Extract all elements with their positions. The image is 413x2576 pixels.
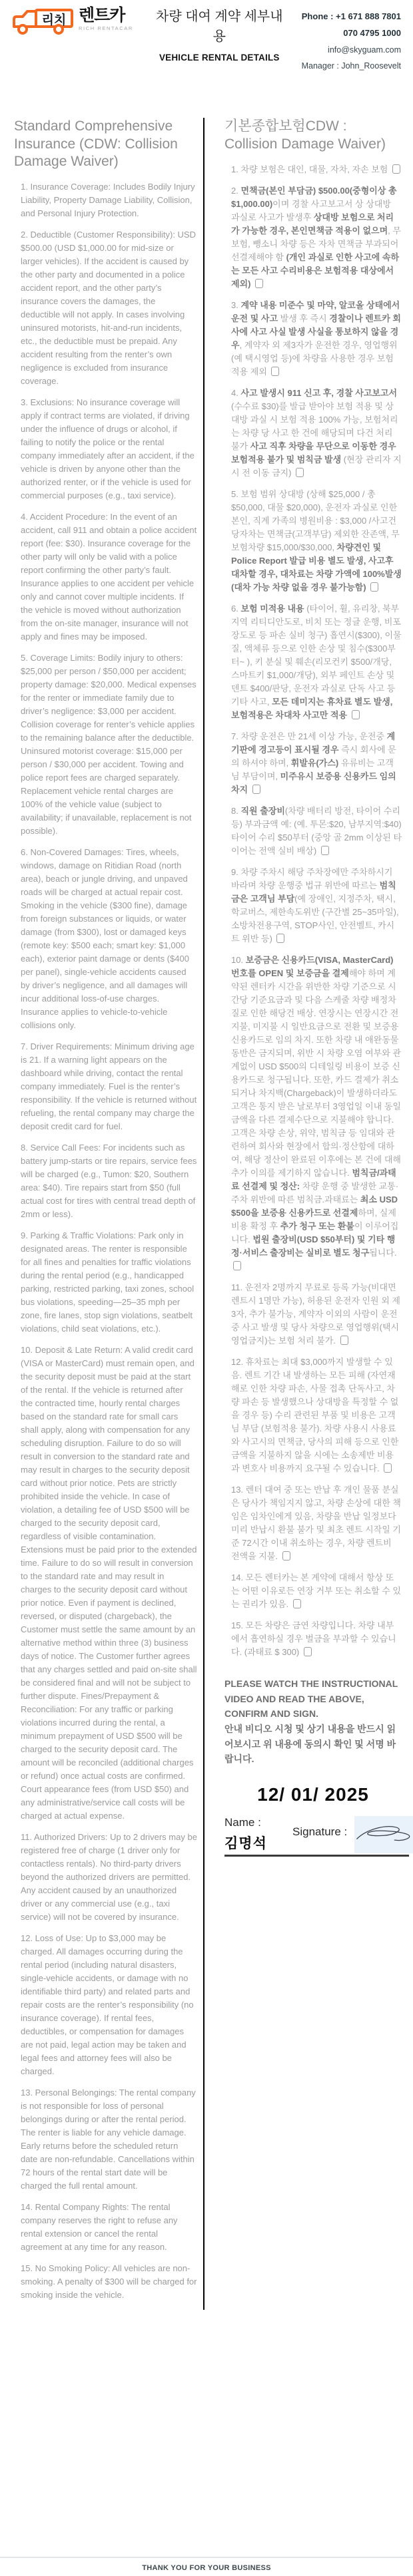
terms-column-korean [205, 118, 413, 2310]
signature-label: Signature : [292, 1825, 348, 1838]
term-item-en: 6. Non-Covered Damages: Tires, wheels, windows, damage on Ritidian Road (north area), beach or jungle driving, and unpaved roads will be charged at actual repair cost. Smoking in the vehicle ($300 fine), damage from foreign substances or liquids, or water damage (from $300), lost or damaged keys (remote key: $500 each; smart key: $1,000 each), exterior paint damage or dents ($400 per panel), single-vehicle accidents caused by driver’s negligence, and all damages will incur additional loss-of-use charges. Insurance applies to vehicle-to-vehicle collisions only. [21, 847, 189, 1031]
term-item-kr: 9. 차량 주차시 해당 주차장에만 주차하시기 바라며 차량 운행중 법규 위반에 따르는 범칙금은 고객님 부담(예 장애인, 지정주차, 택시, 학교버스, 제한속도위반 (구간별 25~35마일), 소방차전용구역, STOP사인, 안전벨트, 카시트 위반 등) [231, 866, 399, 944]
term-item-kr: 11. 운전자 2명까지 무료로 등록 가능(비대면 렌트시 1명만 가능), 허용된 운전자 인원 외 제3자, 추가 불가능, 계약자 이외의 사람이 운전중 사고 발생 및 당사 차량으로 영업행위(택시영업금지)는 보험 처리 불가. [231, 1282, 400, 1346]
confirm-notice-english: PLEASE WATCH THE INSTRUCTIONAL VIDEO AND READ THE ABOVE, CONFIRM AND SIGN. [224, 1678, 398, 1720]
terms-list-korean [224, 163, 402, 1659]
term-item-en: 4. Accident Procedure: In the event of an accident, call 911 and obtain a police accident report (fee: $30). Insurance coverage for the other party will only be valid with a police report confirming the other party’s fault. Insurance applies to one accident per vehicle only and cannot cover multiple incidents. If the vehicle is moved without authorization from the on-site manager, insurance will not apply and fines may be imposed. [21, 512, 197, 642]
confirm-notice-korean: 안내 비디오 시청 및 상기 내용을 반드시 읽어보시고 위 내용에 동의시 확인 및 서명 바랍니다. [224, 1723, 396, 1765]
footer-thanks-text: THANK YOU FOR YOUR BUSINESS [142, 2564, 271, 2572]
confirm-checkbox[interactable] [304, 1647, 312, 1656]
page-footer [0, 2557, 413, 2576]
confirm-checkbox[interactable] [340, 1336, 348, 1345]
confirm-checkbox[interactable] [392, 164, 400, 174]
term-item-kr: 15. 모든 차량은 금연 차량입니다. 차량 내부에서 흡연하실 경우 벌금을 부과할 수 있습니다. (과태료 $ 300) [231, 1620, 396, 1657]
title-block [155, 7, 284, 63]
confirm-checkbox[interactable] [255, 279, 263, 288]
term-item-en: 11. Authorized Drivers: Up to 2 drivers may be registered free of charge (1 driver only for contactless rentals). No third-party drivers beyond the authorized drivers are permitted. Any accident caused by an unauthorized driver or any commercial use (e.g., taxi service) will not be covered by insurance. [21, 1832, 197, 1923]
confirm-checkbox[interactable] [384, 1463, 392, 1473]
term-item-en: 5. Coverage Limits: Bodily injury to others: $25,000 per person / $50,000 per accident; property damage: $20,000. Medical expenses for the renter or immediate family due to driver’s negligence: $3,000 per accident. Collision coverage for renter’s vehicle applies to the remaining balance after the deductible. Uninsured motorist coverage: $15,000 per person / $30,000 per accident. Towing and police report fees are charged separately. Replacement vehicle rental charges are 100% of the vehicle value (subject to availability; if unavailable, replacement is not possible). [21, 653, 197, 836]
term-item-en: 2. Deductible (Customer Responsibility): USD $500.00 (USD $1,000.00 for mid-size or larger vehicles). If the accident is caused by the other party and documented in a police accident report, and the other party’s insurance covers the damages, the deductible will not apply. In cases involving uninsured motorists, hit-and-run incidents, etc., the deductible must be prepaid. Any accident resulting from the renter’s own negligence is excluded from insurance coverage. [21, 230, 196, 387]
term-item-en: 15. No Smoking Policy: All vehicles are non-smoking. A penalty of $300 will be charged for smoking inside the vehicle. [21, 2263, 197, 2300]
confirm-checkbox[interactable] [321, 846, 329, 855]
confirm-checkbox[interactable] [233, 1261, 241, 1270]
confirm-checkbox[interactable] [370, 582, 378, 592]
confirm-checkbox[interactable] [352, 710, 360, 719]
confirm-notice [224, 1676, 402, 1767]
term-item-kr: 7. 차량 운전은 만 21세 이상 가능, 운전중 계기판에 경고등이 표시될 경우 즉시 회사에 문의 하셔야 하며, 휘발유(가스) 유류비는 고객님 부담이며, 미주유시 보증용 신용카드 임의 차지 [231, 731, 396, 795]
signature-scribble-icon [354, 1816, 413, 1853]
section-heading-english: Standard Comprehensive Insurance (CDW: Collision Damage Waiver) [14, 118, 178, 169]
term-item-en: 9. Parking & Traffic Violations: Park only in designated areas. The renter is responsible for all fines and penalties for traffic violations during the rental period (e.g., handicapped parking, restricted parking, taxi zones, school bus violations, speeding—25–35 mph per zone, fire lanes, stop sign violations, seatbelt violations, child seat violations, etc.). [21, 1230, 195, 1334]
term-item-kr: 13. 렌터 대여 중 또는 반납 후 개인 물품 분실은 당사가 책임지지 않고, 차량 손상에 대한 책임은 임차인에게 있음, 차량을 반납 일정보다 미리 반납시 환불 불가 및 최초 렌트 시작일 기준 72시간 이내 취소하는 경우, 차량 렌트비 전액을 지불. [231, 1484, 401, 1561]
contract-date: 12/ 01/ 2025 [257, 1783, 369, 1805]
term-item-en: 12. Loss of Use: Up to $3,000 may be charged. All damages occurring during the rental period (including natural disasters, single-vehicle accidents, or damage with no identifiable third party) and related parts and repair costs are the renter’s responsibility (no insurance coverage). If rental fees, deductibles, or compensation for damages are not paid, legal action may be taken and legal fees and attorney fees will also be charged. [21, 1933, 194, 2077]
term-item-kr: 3. 계약 내용 미준수 및 마약, 알코올 상태에서 운전 및 사고 발생 후 즉시 경찰이나 렌트카 회사에 사고 사실 발생 사실을 통보하지 않을 경우, 계약자 외 제3자가 운전한 경우, 영업행위(예 택시영업 등)에 차량을 사용한 경우 보험 적용 제외 [231, 299, 401, 377]
logo-subtitle: RICH RENTACAR [79, 25, 133, 32]
contact-phone-1: Phone : +1 671 888 7801 [301, 11, 401, 21]
term-item-kr: 1. 차량 보험은 대인, 대물, 자차, 자손 보험 [224, 163, 402, 176]
terms-columns [0, 118, 413, 2310]
signature-row [224, 1816, 413, 1855]
term-item-kr: 6. 보험 미적용 내용 (타이어, 휠, 유리창, 북부지역 리티디안도로, 비치 또는 정글 운행, 비포장도로 등 파손 실비 청구) 흡연시($300), 이물질, 액체류 등으로 인한 손상 및 침수($300부터~ ), 키 분실 및 훼손(리모컨키 $500/개당, 스마트키 $1,000/개당), 외부 페인트 손상 및 덴트 $400/판당, 운전자 과실로 단독 사고 등 기타 사고, 모든 데미지는 휴차료 별도 발생, 보험적용은 차대차 사고만 적용 [231, 603, 402, 720]
term-item-en: 3. Exclusions: No insurance coverage will apply if contract terms are violated, if driving under the influence of drugs or alcohol, if failing to notify the police or the rental company immediately after an accident, if the vehicle is driven by anyone other than the authorized renter, or if the vehicle is used for commercial purposes (e.g., taxi service). [21, 397, 195, 501]
name-value: 김명석 [224, 1835, 267, 1851]
contact-email: info@skyguam.com [328, 45, 401, 55]
term-item-kr: 2. 면책금(본인 부담금) $500.00(중형이상 총 $1,000.00)이며 경찰 사고보고서 상 상대방 과실로 사고가 발생후 상대방 보험으로 처리가 가능한 경우, 본인면책금 적용이 없으며, 무보험, 뺑소니 차량 등은 자차 면책금 부과되어 선결제해야 함 (개인 과실로 인한 사고에 속하는 모든 사고 수리비용은 보험적용 대상에서 제외) [231, 185, 401, 289]
logo-badge-text: 리치 [41, 13, 67, 27]
term-item-en: 7. Driver Requirements: Minimum driving age is 21. If a warning light appears on the dashboard while driving, contact the rental company immediately. Fuel is the renter’s responsibility. If the vehicle is returned without refueling, the rental company may charge the deposit credit card for fuel. [21, 1041, 197, 1132]
page-header [0, 0, 413, 74]
contact-phone-2: 070 4795 1000 [343, 28, 401, 39]
contact-info [302, 8, 401, 74]
term-item-en: 14. Rental Company Rights: The rental company reserves the right to refuse any rental extension or cancel the rental agreement at any time for any reason. [21, 2202, 178, 2253]
confirm-checkbox[interactable] [293, 1599, 301, 1608]
terms-list-english [14, 180, 197, 2302]
company-logo [11, 7, 137, 36]
term-item-kr: 5. 보험 범위 상대방 (상해 $25,000 / 총 $50,000, 대물 $20,000), 운전자 과실로 인한 본인, 직계 가족의 병원비용 : $3,000 /사고건당자차는 면책금(고객부담) 제외한 잔존액, 무보험차량 $15,000/$30,000, 차량견인 및 Police Report 발급 비용 별도 발생, 사고후 대차할 경우, 대차료는 차량 가액에 100%발생(대차 가능 차량 없을 경우 불가능함) [231, 488, 402, 592]
logo-text [79, 7, 133, 31]
confirm-checkbox[interactable] [252, 785, 260, 794]
signature-underline [224, 1855, 409, 1857]
page-title-english: VEHICLE RENTAL DETAILS [159, 53, 280, 63]
name-label: Name : [224, 1815, 261, 1829]
confirm-checkbox[interactable] [276, 934, 284, 943]
confirm-checkbox[interactable] [282, 1551, 290, 1561]
section-heading-korean: 기본종합보험CDW : Collision Damage Waiver) [224, 118, 386, 152]
term-item-kr: 10. 보증금은 신용카드(VISA, MasterCard) 번호를 OPEN 및 보증금을 결제해야 하며 계약된 렌터카 시간을 위반한 차량 기준으로 시간당 기준요금과 및 다음 스케줄 차량 배정차질로 인한 해당건 배상. 연장시는 연장시간 전 지불, 미지불 시 일반요금으로 전환 및 보증용 신용카드로 임의 차지. 또한 차량 내 애완동물 동반은 금지되며, 위반 시 차량 오염 여부와 관계없이 USD $500의 디테일링 비용이 보증 신용카드로 청구됩니다. 또한, 카드 결제가 취소되거나 차지백(Chargeback)이 발생하더라도 고객은 통지 받은 날로부터 3영업일 이내 동일 금액을 다른 결제수단으로 지불해야 합니다. 고객은 차량 손상, 위약, 범칙금 등 임대와 관련하여 회사와 현장에서 합의·정산함에 대하여, 해당 정산이 완료된 이후에는 본 건에 대해 추가 이의를 제기하지 않습니다. 범칙금/과태료 선결제 및 정산: 차량 운행 중 발생한 교통·주차 위반에 따른 범칙금.과태료는 최소 USD $500을 보증용 신용카드로 선결제하며, 실제 비용 확정 후 추가 청구 또는 환불이 이루어집니다. 법원 출장비(USD $50부터) 및 기타 행정·서비스 출장비는 실비로 별도 청구됩니다. [224, 954, 402, 1273]
term-item-en: 10. Deposit & Late Return: A valid credit card (VISA or MasterCard) must remain open, and the security deposit must be paid at the start of the rental. If the vehicle is returned after the contracted time, hourly rental charges based on the standard rate for small cars shall apply, along with compensation for any scheduling disruption. Failure to do so will result in conversion to the standard rate and may result in charges to the security deposit card without prior notice. Pets are strictly prohibited inside the vehicle. In case of violation, a detailing fee of USD $500 will be charged to the security deposit card, regardless of visible contamination. Extensions must be paid prior to the extended time. Failure to do so will result in conversion to the standard rate and may result in charges to the security deposit card without prior notice. Even if payment is declined, reversed, or disputed (chargeback), the Customer must settle the same amount by an alternative method within three (3) business days of notice. The Customer further agrees that any charges settled and paid on-site shall be considered final and will not be subject to further dispute. Fines/Prepayment & Reconciliation: For any traffic or parking violations incurred during the rental, a minimum prepayment of USD $500 will be charged to the security deposit card. The amount will be reconciled (additional charges or refund) once actual costs are confirmed. Court appearance fees (from USD $50) and any administrative/service call costs will be charged at actual expense. [21, 1345, 197, 1821]
terms-column-english [0, 118, 203, 2310]
logo-car-icon [11, 7, 77, 36]
confirm-checkbox[interactable] [271, 367, 279, 376]
term-item-en: 1. Insurance Coverage: Includes Bodily Injury Liability, Property Damage Liability, Collision, and Personal Injury Protection. [21, 182, 195, 219]
term-item-kr: 8. 직원 출장비(차량 배터리 방전, 타이어 수리 등) 부과금액 예: (예. 투몬:$20, 남부지역:$40) 타이어 수리 $50부터 (중앙 골 2mm 이상된 타이어는 전액 실비 배상) [231, 805, 402, 856]
term-item-kr: 12. 휴차료는 최대 $3,000까지 발생할 수 있음. 렌트 기간 내 발생하는 모든 피해 (자연재해로 인한 차량 파손, 사물 접촉 단독사고, 차량 파손 등 발생했으나 상대방을 특정할 수 없을 경우 등) 수리 관련된 부품 및 비용은 고객님 부담 (보험적용 불가). 차량 사용시 사용료와 사고시의 면책금, 당사의 피해 등으로 인한 금액을 지불하지 않을 시에는 소송제반 비용과 변호사 비용까지 요구될 수 있습니다. [231, 1356, 399, 1473]
page-title-korean: 차량 대여 계약 세부내용 [156, 9, 283, 44]
term-item-en: 8. Service Call Fees: For incidents such as battery jump-starts or tire repairs, service fees will be charged (e.g., Tumon: $20, Southern area: $40). Tire repairs start from $50 (full actual cost for tires with central tread depth of 2mm or less). [21, 1143, 197, 1220]
confirm-checkbox[interactable] [296, 468, 304, 477]
logo-company-name: 렌트카 [79, 6, 125, 25]
term-item-kr: 4. 사고 발생시 911 신고 후, 경찰 사고보고서(수수료 $30)를 발급 받아야 보험 적용 및 상대방 과실 시 보험 적용 100% 가능, 보험처리는 차량 당 사고 한 건에 해당되며 다건 처리 불가 사고 직후 차량을 무단으로 이동한 경우 보험적용 불가 및 범칙금 발생 (현장 관리자 지시 전 이동 금지) [231, 387, 402, 478]
contact-manager: Manager : John_Roosevelt [301, 61, 401, 71]
term-item-en: 13. Personal Belongings: The rental company is not responsible for loss of personal belongings during or after the rental period. The renter is liable for any vehicle damage. Early returns before the scheduled return date are non-refundable. Cancellations within 72 hours of the rental start date will be charged the full rental amount. [21, 2088, 196, 2191]
term-item-kr: 14. 모든 렌터카는 본 계약에 대해서 항상 또는 어떤 이유로든 연장 거부 또는 취소할 수 있는 권리가 있음. [231, 1572, 401, 1609]
signature-field[interactable] [354, 1816, 413, 1853]
